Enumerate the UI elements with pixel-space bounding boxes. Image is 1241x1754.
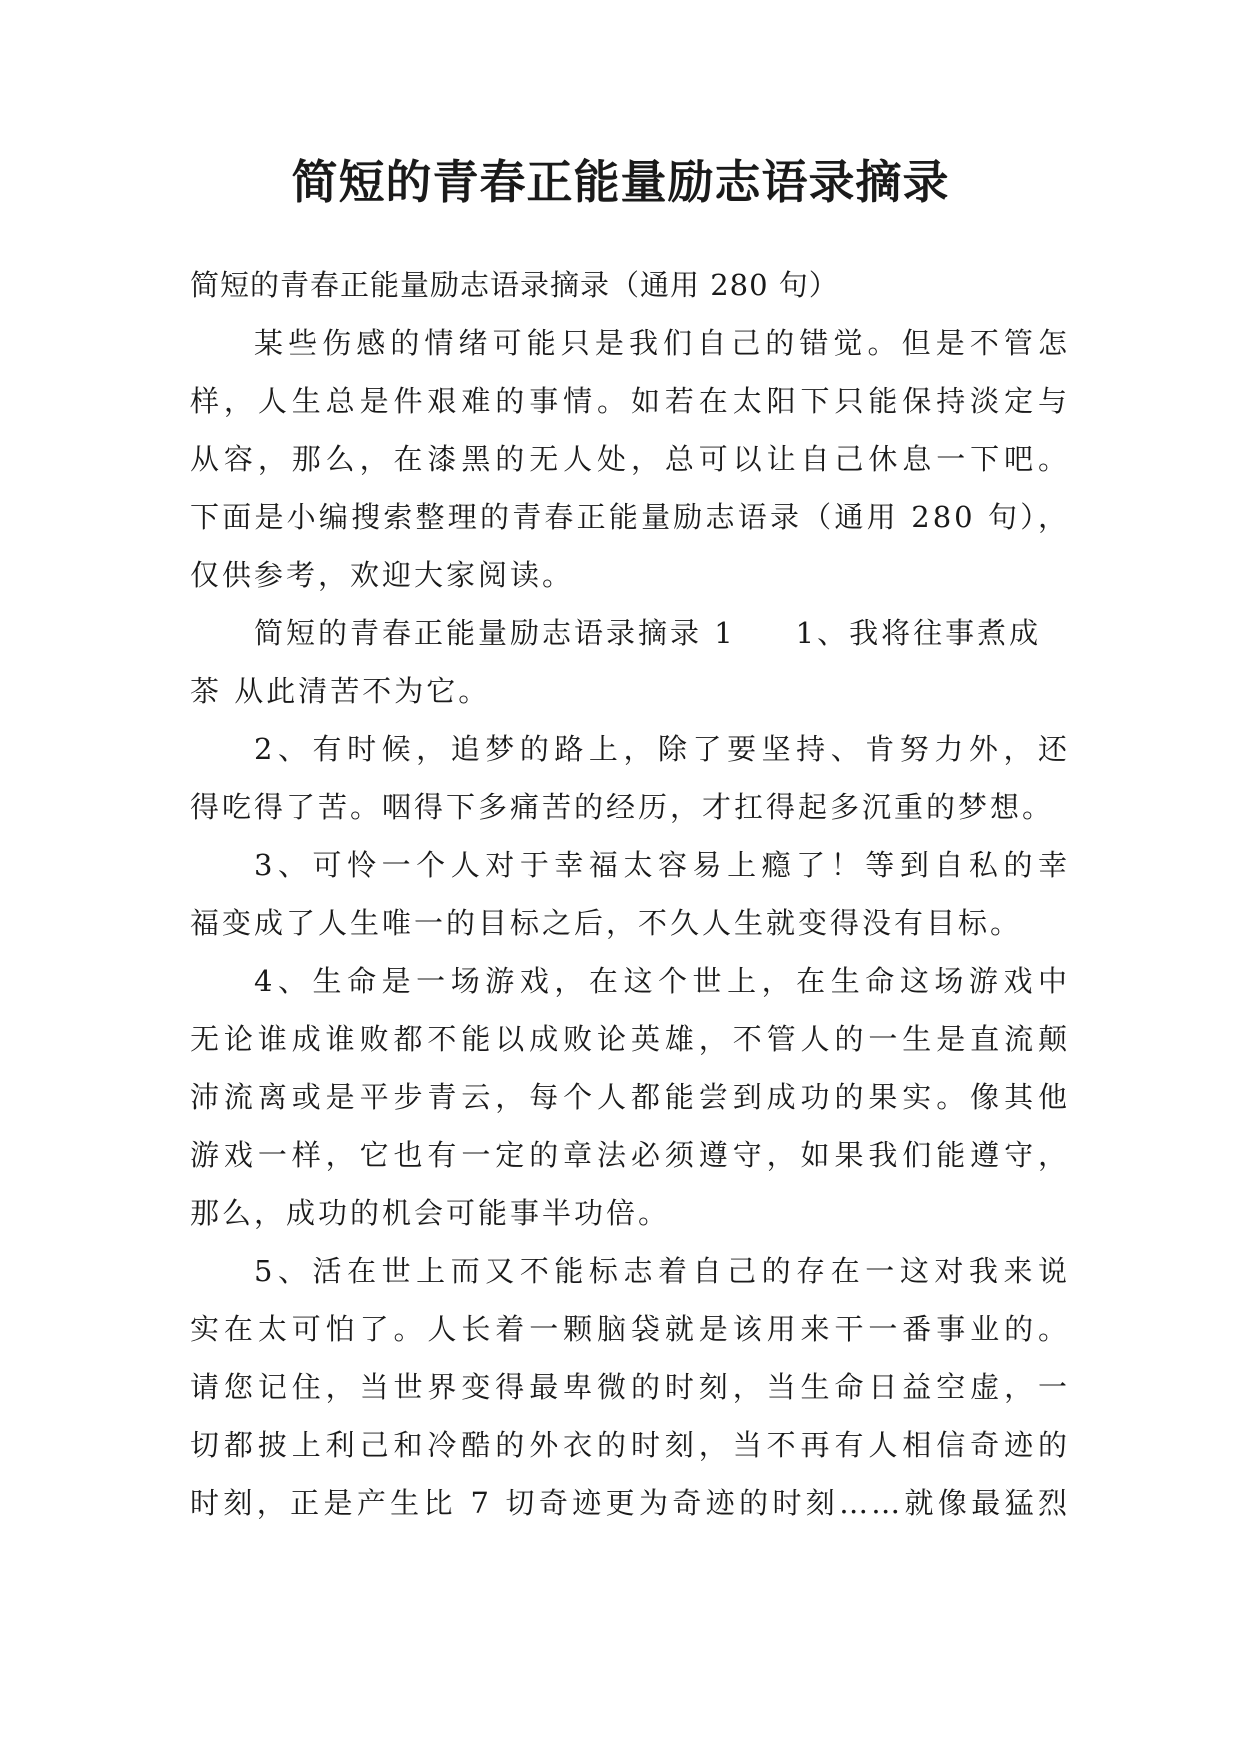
text-line-content: 3、可怜一个人对于幸福太容易上瘾了！等到自私的幸 [254,848,1070,882]
document-subtitle: 简短的青春正能量励志语录摘录（通用 280 句） [190,268,839,302]
text-line-content: 4、生命是一场游戏，在这个世上，在生命这场游戏中 [254,964,1070,998]
text-line-content: 那么，成功的机会可能事半功倍。 [190,1196,671,1230]
text-line [190,1474,1070,1532]
text-line [190,894,1070,952]
text-line [190,604,1070,662]
text-line-content: 得吃得了苦。咽得下多痛苦的经历，才扛得起多沉重的梦想。 [190,790,1055,824]
text-line [190,720,1070,778]
text-line-content: 茶 从此清苦不为它。 [190,674,491,708]
text-line-content: 时刻，正是产生比 7 切奇迹更为奇迹的时刻……就像最猛烈 [190,1486,1070,1520]
text-line-content: 从容，那么，在漆黑的无人处，总可以让自己休息一下吧。 [190,442,1070,476]
text-line [190,1300,1070,1358]
text-line-content: 5、活在世上而又不能标志着自己的存在一这对我来说 [254,1254,1070,1288]
text-line [190,1068,1070,1126]
text-line [190,952,1070,1010]
text-line-content: 样，人生总是件艰难的事情。如若在太阳下只能保持淡定与 [190,384,1070,418]
text-line-content: 福变成了人生唯一的目标之后，不久人生就变得没有目标。 [190,906,1023,940]
text-line [190,1010,1070,1068]
text-line [190,1416,1070,1474]
text-line [190,1184,1070,1242]
text-line-tail: 1、我将往事煮成 [795,616,1042,650]
text-line [190,1242,1070,1300]
text-line [190,314,1070,372]
text-line [190,546,1070,604]
text-line [190,488,1070,546]
document-title: 简短的青春正能量励志语录摘录 [291,155,950,209]
text-line-content: 某些伤感的情绪可能只是我们自己的错觉。但是不管怎 [254,326,1070,360]
text-line-content: 2、有时候，追梦的路上，除了要坚持、肯努力外，还 [254,732,1070,766]
text-line [190,1358,1070,1416]
text-line [190,836,1070,894]
text-line-content: 切都披上利己和冷酷的外衣的时刻，当不再有人相信奇迹的 [190,1428,1070,1462]
text-line [190,778,1070,836]
text-line-content: 无论谁成谁败都不能以成败论英雄，不管人的一生是直流颠 [190,1022,1070,1056]
text-line-content: 请您记住，当世界变得最卑微的时刻，当生命日益空虚，一 [190,1370,1070,1404]
text-line-content: 下面是小编搜索整理的青春正能量励志语录（通用 280 句）， [190,500,1070,534]
text-line-content: 简短的青春正能量励志语录摘录 1 [254,616,736,650]
text-line-content: 沛流离或是平步青云，每个人都能尝到成功的果实。像其他 [190,1080,1070,1114]
text-line [190,372,1070,430]
text-line [190,1126,1070,1184]
text-line-content: 游戏一样，它也有一定的章法必须遵守，如果我们能遵守， [190,1138,1070,1172]
text-line [190,662,1070,720]
text-line-content: 实在太可怕了。人长着一颗脑袋就是该用来干一番事业的。 [190,1312,1070,1346]
document-body [190,256,1070,1532]
text-line-content: 仅供参考，欢迎大家阅读。 [190,558,575,592]
text-line [190,430,1070,488]
